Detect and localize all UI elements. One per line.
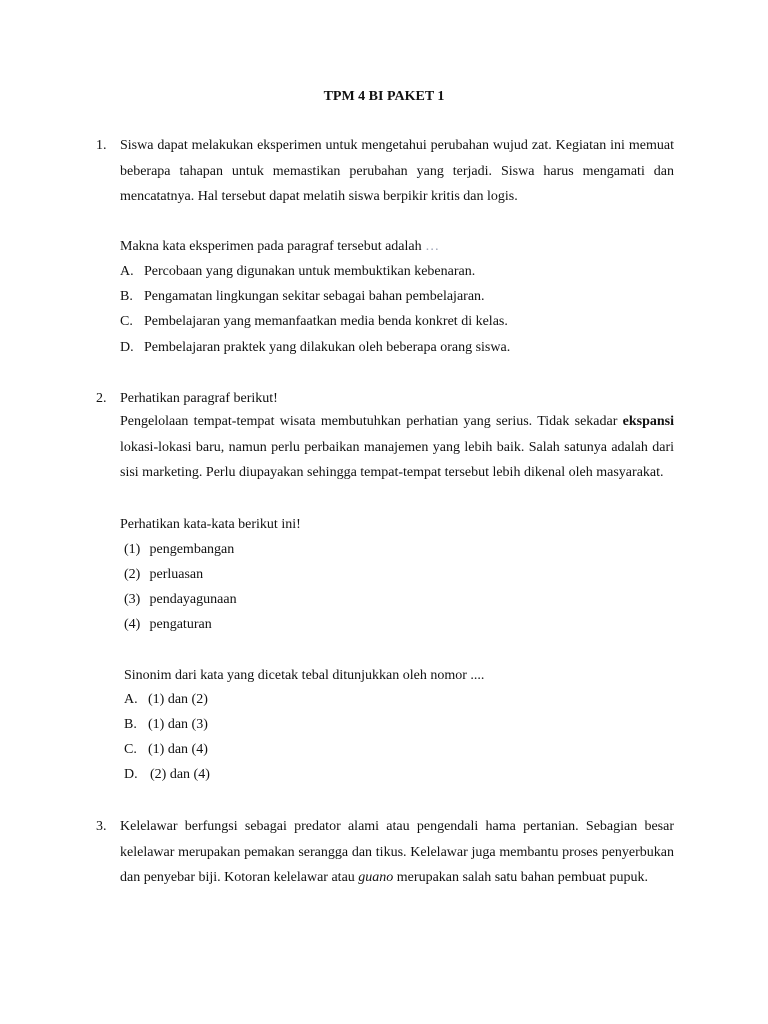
question-1-number: 1. bbox=[96, 138, 107, 153]
question-3-paragraph: Kelelawar berfungsi sebagai predator alami atau pengendali hama pertanian. Sebagian besar kelelawar merupakan pemakan serangga dan tikus. Kelelawar juga membantu proses penyerbukan dan penyebar biji. Kotoran kelelawar atau guano merupakan salah satu bahan pembuat pupuk. bbox=[120, 819, 674, 885]
question-2-option-a: A. (1) dan (2) bbox=[124, 692, 208, 707]
question-1-option-c: C. Pembelajaran yang memanfaatkan media benda konkret di kelas. bbox=[120, 314, 508, 329]
question-2-number: 2. bbox=[96, 391, 107, 406]
question-2-option-d: D. (2) dan (4) bbox=[124, 767, 210, 782]
italic-term: guano bbox=[358, 870, 394, 885]
question-2-option-c: C. (1) dan (4) bbox=[124, 742, 208, 757]
word-item-3: (3) pendayagunaan bbox=[124, 592, 237, 607]
question-3-number: 3. bbox=[96, 819, 107, 834]
question-1-option-d: D. Pembelajaran praktek yang dilakukan oleh beberapa orang siswa. bbox=[120, 340, 511, 355]
question-2-paragraph: Pengelolaan tempat-tempat wisata membutuhkan perhatian yang serius. Tidak sekadar ekspansi lokasi-lokasi baru, namun perlu perbaikan manajemen yang lebih baik. Salah satunya adalah dari sisi marketing. Perlu diupayakan sehingga tempat-tempat tersebut lebih dikenal oleh masyarakat. bbox=[120, 414, 674, 480]
question-1-option-a: A. Percobaan yang digunakan untuk membuktikan kebenaran. bbox=[120, 264, 476, 279]
question-2-words-intro: Perhatikan kata-kata berikut ini! bbox=[120, 517, 301, 532]
question-2-option-b: B. (1) dan (3) bbox=[124, 717, 208, 732]
bold-keyword: ekspansi bbox=[622, 414, 674, 429]
word-item-4: (4) pengaturan bbox=[124, 617, 212, 632]
question-1-option-b: B. Pengamatan lingkungan sekitar sebagai bahan pembelajaran. bbox=[120, 289, 485, 304]
question-1-paragraph: Siswa dapat melakukan eksperimen untuk mengetahui perubahan wujud zat. Kegiatan ini memuat beberapa tahapan untuk memastikan perubahan yang terjadi. Siswa harus mengamati dan mencatatnya. Hal tersebut dapat melatih siswa berpikir kritis dan logis. bbox=[120, 138, 674, 204]
question-2-prompt: Sinonim dari kata yang dicetak tebal ditunjukkan oleh nomor .... bbox=[124, 668, 485, 683]
word-item-1: (1) pengembangan bbox=[124, 542, 235, 557]
word-item-2: (2) perluasan bbox=[124, 567, 204, 582]
question-2-intro: Perhatikan paragraf berikut! bbox=[120, 391, 278, 406]
document-title: TPM 4 BI PAKET 1 bbox=[323, 89, 445, 104]
question-1-prompt: Makna kata eksperimen pada paragraf tersebut adalah … bbox=[120, 239, 440, 254]
